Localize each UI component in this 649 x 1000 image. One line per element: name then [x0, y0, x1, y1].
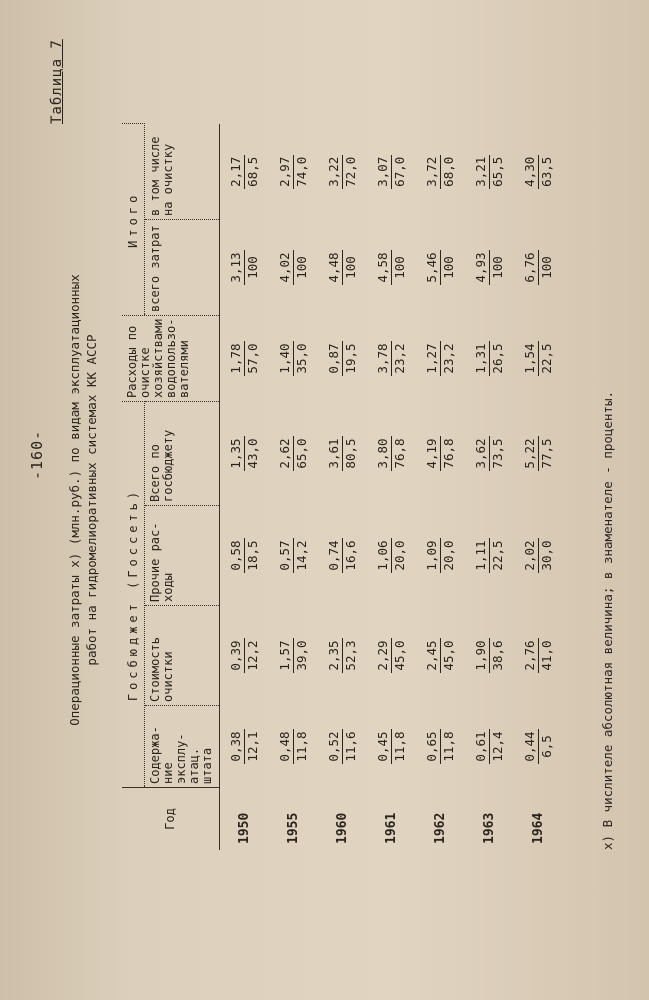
fraction [277, 436, 310, 470]
numerator-value: 4,30 [522, 156, 537, 187]
cell-col2 [318, 606, 367, 706]
cell-col3 [416, 506, 465, 606]
fraction [375, 341, 408, 375]
denominator-percent: 11,8 [441, 731, 456, 762]
denominator-percent: 67,0 [392, 156, 407, 187]
denominator-percent: 35,0 [294, 343, 309, 374]
fraction [424, 250, 457, 284]
header-col2: Стоимость очистки [145, 606, 220, 706]
header-col5: Расходы по очистке хозяйствами водопользо- вателями [122, 316, 220, 402]
numerator-value: 3,21 [473, 156, 488, 187]
denominator-percent: 11,8 [392, 731, 407, 762]
denominator-percent: 14,2 [294, 540, 309, 571]
cell-col6 [269, 220, 318, 316]
fraction [326, 538, 359, 572]
numerator-value: 3,07 [375, 156, 390, 187]
denominator-percent: 76,8 [441, 438, 456, 469]
cell-col1 [416, 706, 465, 788]
cell-col7 [318, 124, 367, 220]
numerator-value: 0,44 [522, 731, 537, 762]
denominator-percent: 100 [343, 256, 358, 279]
fraction [522, 538, 555, 572]
denominator-percent: 73,5 [490, 438, 505, 469]
numerator-value: 2,17 [228, 156, 243, 187]
numerator-value: 2,62 [277, 438, 292, 469]
header-col6: всего затрат [145, 220, 220, 316]
numerator-value: 0,39 [228, 640, 243, 671]
numerator-value: 1,09 [424, 540, 439, 571]
cell-col5 [269, 316, 318, 402]
fraction [375, 729, 408, 763]
table-row [514, 124, 563, 850]
fraction [473, 638, 506, 672]
numerator-value: 3,22 [326, 156, 341, 187]
cell-col6 [220, 220, 270, 316]
denominator-percent: 18,5 [245, 540, 260, 571]
numerator-value: 0,38 [228, 731, 243, 762]
fraction [522, 250, 555, 284]
fraction [473, 155, 506, 189]
cell-col1 [269, 706, 318, 788]
numerator-value: 5,46 [424, 252, 439, 283]
numerator-value: 3,80 [375, 438, 390, 469]
header-group-total: Итого [122, 124, 145, 316]
numerator-value: 3,72 [424, 156, 439, 187]
denominator-percent: 65,5 [490, 156, 505, 187]
cell-col2 [465, 606, 514, 706]
denominator-percent: 20,0 [392, 540, 407, 571]
title-line-1: Операционные затраты х) (млн.руб.) по видам эксплуатационных [67, 274, 82, 726]
cell-col1 [514, 706, 563, 788]
cell-col3 [514, 506, 563, 606]
numerator-value: 6,76 [522, 252, 537, 283]
page-number: -160- [28, 429, 46, 480]
denominator-percent: 26,5 [490, 343, 505, 374]
denominator-percent: 12,1 [245, 731, 260, 762]
denominator-percent: 80,5 [343, 438, 358, 469]
denominator-percent: 23,2 [392, 343, 407, 374]
cell-col5 [367, 316, 416, 402]
fraction [277, 638, 310, 672]
denominator-percent: 12,4 [490, 731, 505, 762]
denominator-percent: 76,8 [392, 438, 407, 469]
cell-col3 [220, 506, 270, 606]
fraction [277, 341, 310, 375]
numerator-value: 0,65 [424, 731, 439, 762]
table-row [367, 124, 416, 850]
denominator-percent: 11,8 [294, 731, 309, 762]
numerator-value: 0,48 [277, 731, 292, 762]
fraction [326, 436, 359, 470]
fraction [375, 638, 408, 672]
denominator-percent: 22,5 [539, 343, 554, 374]
fraction [277, 538, 310, 572]
fraction [375, 538, 408, 572]
cell-col5 [220, 316, 270, 402]
numerator-value: 2,35 [326, 640, 341, 671]
numerator-value: 1,90 [473, 640, 488, 671]
cell-col3 [269, 506, 318, 606]
cell-col6 [367, 220, 416, 316]
fraction [228, 729, 261, 763]
denominator-percent: 63,5 [539, 156, 554, 187]
header-col1: Содержа- ние эксплу- атац. штата [145, 706, 220, 788]
fraction [522, 341, 555, 375]
numerator-value: 0,57 [277, 540, 292, 571]
fraction [228, 341, 261, 375]
numerator-value: 4,58 [375, 252, 390, 283]
cell-col7 [514, 124, 563, 220]
cell-col2 [220, 606, 270, 706]
denominator-percent: 20,0 [441, 540, 456, 571]
numerator-value: 0,45 [375, 731, 390, 762]
fraction [228, 538, 261, 572]
cell-col7 [416, 124, 465, 220]
cell-col3 [318, 506, 367, 606]
fraction [375, 155, 408, 189]
cell-col1 [465, 706, 514, 788]
cell-col4 [269, 402, 318, 506]
cell-col7 [220, 124, 270, 220]
denominator-percent: 68,5 [245, 156, 260, 187]
numerator-value: 1,78 [228, 343, 243, 374]
fraction [228, 155, 261, 189]
cell-col4 [220, 402, 270, 506]
expenses-table [122, 124, 563, 851]
numerator-value: 4,19 [424, 438, 439, 469]
fraction [326, 155, 359, 189]
title-line-2: работ на гидромелиоративных системах КК АССР [84, 334, 99, 666]
numerator-value: 1,57 [277, 640, 292, 671]
cell-col6 [416, 220, 465, 316]
cell-col3 [367, 506, 416, 606]
fraction [326, 341, 359, 375]
fraction [473, 341, 506, 375]
table-row [318, 124, 367, 850]
cell-col5 [465, 316, 514, 402]
fraction [424, 538, 457, 572]
fraction [228, 250, 261, 284]
numerator-value: 1,27 [424, 343, 439, 374]
fraction [522, 155, 555, 189]
fraction [522, 638, 555, 672]
denominator-percent: 41,0 [539, 640, 554, 671]
cell-col5 [416, 316, 465, 402]
row-year: 1962 [433, 812, 448, 844]
footnote: х) В числителе абсолютная величина; в знаменателе - проценты. [600, 390, 615, 850]
cell-col4 [318, 402, 367, 506]
denominator-percent: 77,5 [539, 438, 554, 469]
cell-col5 [318, 316, 367, 402]
numerator-value: 0,52 [326, 731, 341, 762]
denominator-percent: 100 [245, 256, 260, 279]
cell-col7 [269, 124, 318, 220]
row-year: 1960 [335, 812, 350, 844]
fraction [473, 436, 506, 470]
numerator-value: 1,40 [277, 343, 292, 374]
table-row [416, 124, 465, 850]
numerator-value: 1,31 [473, 343, 488, 374]
denominator-percent: 22,5 [490, 540, 505, 571]
cell-col6 [318, 220, 367, 316]
denominator-percent: 6,5 [539, 735, 554, 758]
row-year: 1950 [237, 812, 252, 844]
fraction [375, 436, 408, 470]
numerator-value: 0,58 [228, 540, 243, 571]
cell-col7 [465, 124, 514, 220]
numerator-value: 3,61 [326, 438, 341, 469]
cell-col5 [514, 316, 563, 402]
fraction [277, 155, 310, 189]
fraction [424, 638, 457, 672]
denominator-percent: 100 [441, 256, 456, 279]
denominator-percent: 30,0 [539, 540, 554, 571]
numerator-value: 0,74 [326, 540, 341, 571]
fraction [424, 155, 457, 189]
table-row [269, 124, 318, 850]
cell-col3 [465, 506, 514, 606]
table-label: Таблица 7 [49, 39, 65, 124]
numerator-value: 3,62 [473, 438, 488, 469]
fraction [277, 729, 310, 763]
numerator-value: 1,35 [228, 438, 243, 469]
numerator-value: 1,54 [522, 343, 537, 374]
row-year: 1964 [531, 812, 546, 844]
cell-col2 [367, 606, 416, 706]
cell-col6 [465, 220, 514, 316]
denominator-percent: 100 [490, 256, 505, 279]
denominator-percent: 23,2 [441, 343, 456, 374]
row-year: 1961 [384, 812, 399, 844]
denominator-percent: 45,0 [392, 640, 407, 671]
cell-col1 [367, 706, 416, 788]
denominator-percent: 39,0 [294, 640, 309, 671]
numerator-value: 4,02 [277, 252, 292, 283]
denominator-percent: 12,2 [245, 640, 260, 671]
denominator-percent: 38,6 [490, 640, 505, 671]
numerator-value: 4,93 [473, 252, 488, 283]
cell-col4 [465, 402, 514, 506]
header-year: Год [122, 788, 220, 851]
cell-col7 [367, 124, 416, 220]
denominator-percent: 45,0 [441, 640, 456, 671]
cell-col1 [220, 706, 270, 788]
fraction [424, 341, 457, 375]
table-row [465, 124, 514, 850]
denominator-percent: 100 [539, 256, 554, 279]
numerator-value: 3,78 [375, 343, 390, 374]
cell-col2 [416, 606, 465, 706]
row-year: 1955 [286, 812, 301, 844]
denominator-percent: 52,3 [343, 640, 358, 671]
denominator-percent: 72,0 [343, 156, 358, 187]
fraction [473, 538, 506, 572]
denominator-percent: 74,0 [294, 156, 309, 187]
denominator-percent: 68,0 [441, 156, 456, 187]
fraction [277, 250, 310, 284]
numerator-value: 2,97 [277, 156, 292, 187]
header-col3: Прочие рас- ходы [145, 506, 220, 606]
numerator-value: 2,76 [522, 640, 537, 671]
fraction [424, 436, 457, 470]
denominator-percent: 100 [392, 256, 407, 279]
cell-col2 [269, 606, 318, 706]
cell-col2 [514, 606, 563, 706]
numerator-value: 2,02 [522, 540, 537, 571]
fraction [522, 729, 555, 763]
denominator-percent: 19,5 [343, 343, 358, 374]
cell-col4 [416, 402, 465, 506]
numerator-value: 1,11 [473, 540, 488, 571]
numerator-value: 2,29 [375, 640, 390, 671]
fraction [424, 729, 457, 763]
fraction [375, 250, 408, 284]
header-group-state-budget: Госбюджет (Госсеть) [122, 402, 145, 788]
denominator-percent: 16,6 [343, 540, 358, 571]
cell-col4 [367, 402, 416, 506]
table-title [66, 240, 100, 760]
table-body [220, 124, 564, 850]
fraction [326, 250, 359, 284]
fraction [473, 729, 506, 763]
numerator-value: 3,13 [228, 252, 243, 283]
numerator-value: 4,48 [326, 252, 341, 283]
numerator-value: 2,45 [424, 640, 439, 671]
denominator-percent: 43,0 [245, 438, 260, 469]
fraction [228, 436, 261, 470]
denominator-percent: 65,0 [294, 438, 309, 469]
header-col7: в том числе на очистку [145, 124, 220, 220]
denominator-percent: 11,6 [343, 731, 358, 762]
numerator-value: 0,61 [473, 731, 488, 762]
fraction [522, 436, 555, 470]
cell-col6 [514, 220, 563, 316]
denominator-percent: 100 [294, 256, 309, 279]
fraction [326, 729, 359, 763]
cell-col1 [318, 706, 367, 788]
table-row [220, 124, 270, 850]
numerator-value: 1,06 [375, 540, 390, 571]
fraction [473, 250, 506, 284]
cell-col4 [514, 402, 563, 506]
numerator-value: 0,87 [326, 343, 341, 374]
fraction [228, 638, 261, 672]
denominator-percent: 57,0 [245, 343, 260, 374]
numerator-value: 5,22 [522, 438, 537, 469]
header-col4: Всего по госбюджету [145, 402, 220, 506]
row-year: 1963 [482, 812, 497, 844]
fraction [326, 638, 359, 672]
